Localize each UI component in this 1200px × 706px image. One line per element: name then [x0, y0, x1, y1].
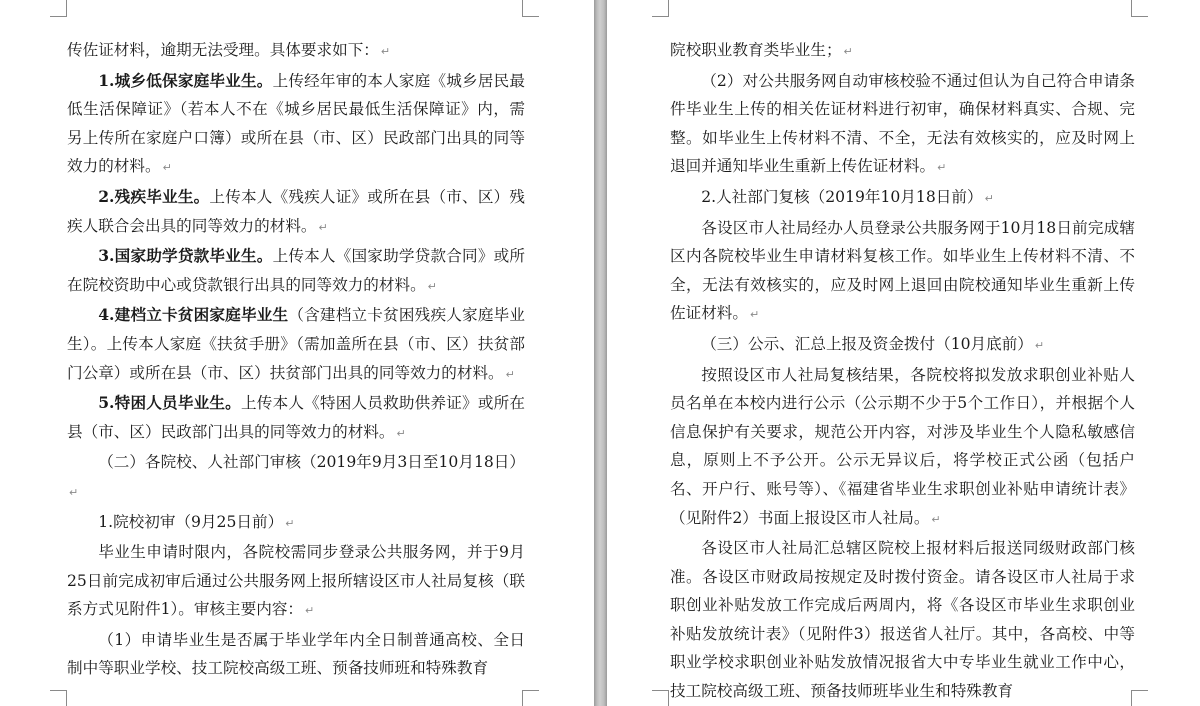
paragraph-mark-icon: ↵ — [162, 161, 172, 175]
page-corner-mark-top-left — [652, 0, 669, 17]
paragraph-mark-icon: ↵ — [984, 191, 994, 205]
paragraph-mark-icon: ↵ — [427, 279, 437, 293]
paragraph: 3.国家助学贷款毕业生。上传本人《国家助学贷款合同》或所在院校资助中心或贷款银行出具的同等效力的材料。 ↵ — [67, 246, 525, 294]
paragraph-mark-icon: ↵ — [937, 161, 947, 175]
subsection-heading: 2.人社部门复核（2019年10月18日前） ↵ — [701, 187, 994, 206]
paragraph: 毕业生申请时限内，各院校需同步登录公共服务网，并于9月25日前完成初审后通过公共服务网上报所辖设区市人社局复核（联系方式见附件1）。审核主要内容： ↵ — [67, 543, 525, 619]
paragraph: 2.残疾毕业生。上传本人《残疾人证》或所在县（市、区）残疾人联合会出具的同等效力的材料。 ↵ — [67, 186, 525, 235]
section-heading: （三）公示、汇总上报及资金拨付（10月底前） ↵ — [701, 334, 1045, 353]
subsection-heading: 1.院校初审（9月25日前） ↵ — [98, 512, 295, 531]
paragraph-mark-icon: ↵ — [305, 604, 315, 618]
document-page-right — [607, 0, 1200, 706]
paragraph-mark-icon: ↵ — [505, 367, 515, 381]
bold-heading: 1.城乡低保家庭毕业生。 — [98, 70, 273, 90]
page-left-body[interactable] — [67, 36, 525, 683]
page-corner-mark-bottom-left — [50, 690, 67, 706]
page-gap-divider — [594, 0, 607, 706]
paragraph: 4.建档立卡贫困家庭毕业生（含建档立卡贫困残疾人家庭毕业生）。上传本人家庭《扶贫手册》（需加盖所在县（市、区）扶贫部门公章）或所在县（市、区）扶贫部门出具的同等效力的材料。 ↵ — [67, 305, 525, 382]
document-page-left — [0, 0, 594, 706]
paragraph: 5.特困人员毕业生。上传本人《特困人员救助供养证》或所在县（市、区）民政部门出具的同等效力的材料。 ↵ — [67, 393, 525, 441]
paragraph: 按照设区市人社局复核结果，各院校将拟发放求职创业补贴人员名单在本校内进行公示（公示期不少于5个工作日），并根据个人信息保护有关要求，规范公开内容，对涉及毕业生个人隐私敏感信息，原则上不予公开。公示无异议后，将学校正式公函（包括户名、开户行、账号等）、《福建省毕业生求职创业补贴申请统计表》（见附件2）书面上报设区市人社局。 ↵ — [670, 365, 1135, 527]
paragraph: 传佐证材料，逾期无法受理。具体要求如下： ↵ — [67, 41, 391, 59]
paragraph: 院校职业教育类毕业生； ↵ — [670, 41, 853, 59]
section-heading: （二）各院校、人社部门审核（2019年9月3日至10月18日）↵ — [69, 453, 525, 499]
paragraph: 各设区市人社局汇总辖区院校上报材料后报送同级财政部门核准。各设区市财政局按规定及时拨付资金。请各设区市人社局于求职创业补贴发放工作完成后两周内，将《各设区市毕业生求职创业补贴发放统计表》（见附件3）报送省人社厅。其中，各高校、中等职业学校求职创业补贴发放情况报省大中专毕业生就业工作中心，技工院校高级工班、预备技师班毕业生和特殊教育 — [670, 539, 1135, 701]
paragraph-mark-icon: ↵ — [380, 45, 391, 58]
paragraph-mark-icon: ↵ — [285, 516, 295, 530]
paragraph: （1）申请毕业生是否属于毕业学年内全日制普通高校、全日制中等职业学校、技工院校高级工班、预备技师班和特殊教育 — [67, 630, 525, 678]
bold-heading: 3.国家助学贷款毕业生。 — [98, 246, 273, 266]
paragraph-mark-icon: ↵ — [843, 45, 853, 58]
paragraph-mark-icon: ↵ — [931, 512, 941, 526]
page-corner-mark-top-right — [1131, 0, 1148, 17]
bold-heading: 5.特困人员毕业生。 — [98, 393, 241, 413]
bold-heading: 4.建档立卡贫困家庭毕业生 — [98, 305, 289, 325]
paragraph: 各设区市人社局经办人员登录公共服务网于10月18日前完成辖区内各院校毕业生申请材料复核工作。如毕业生上传材料不清、不全，无法有效核实的，应及时网上退回由院校通知毕业生重新上传佐证材料。 ↵ — [670, 218, 1135, 323]
page-right-body[interactable] — [670, 36, 1135, 706]
page-corner-mark-bottom-left — [652, 690, 669, 706]
paragraph: 1.城乡低保家庭毕业生。上传经年审的本人家庭《城乡居民最低生活保障证》（若本人不在《城乡居民最低生活保障证》内，需另上传所在家庭户口簿）或所在县（市、区）民政部门出具的同等效力的材料。 ↵ — [67, 70, 525, 176]
page-corner-mark-top-left — [50, 0, 67, 17]
paragraph: （2）对公共服务网自动审核校验不通过但认为自己符合申请条件毕业生上传的相关佐证材料进行初审，确保材料真实、合规、完整。如毕业生上传材料不清、不全，无法有效核实的，应及时网上退回并通知毕业生重新上传佐证材料。 ↵ — [670, 71, 1135, 176]
paragraph-mark-icon: ↵ — [69, 485, 79, 499]
page-corner-mark-bottom-right — [522, 690, 539, 706]
paragraph-mark-icon: ↵ — [318, 220, 328, 234]
bold-heading: 2.残疾毕业生。 — [98, 186, 210, 206]
paragraph-mark-icon: ↵ — [749, 308, 760, 322]
page-corner-mark-top-right — [522, 0, 539, 17]
paragraph-mark-icon: ↵ — [396, 426, 406, 440]
paragraph-mark-icon: ↵ — [1034, 338, 1045, 352]
